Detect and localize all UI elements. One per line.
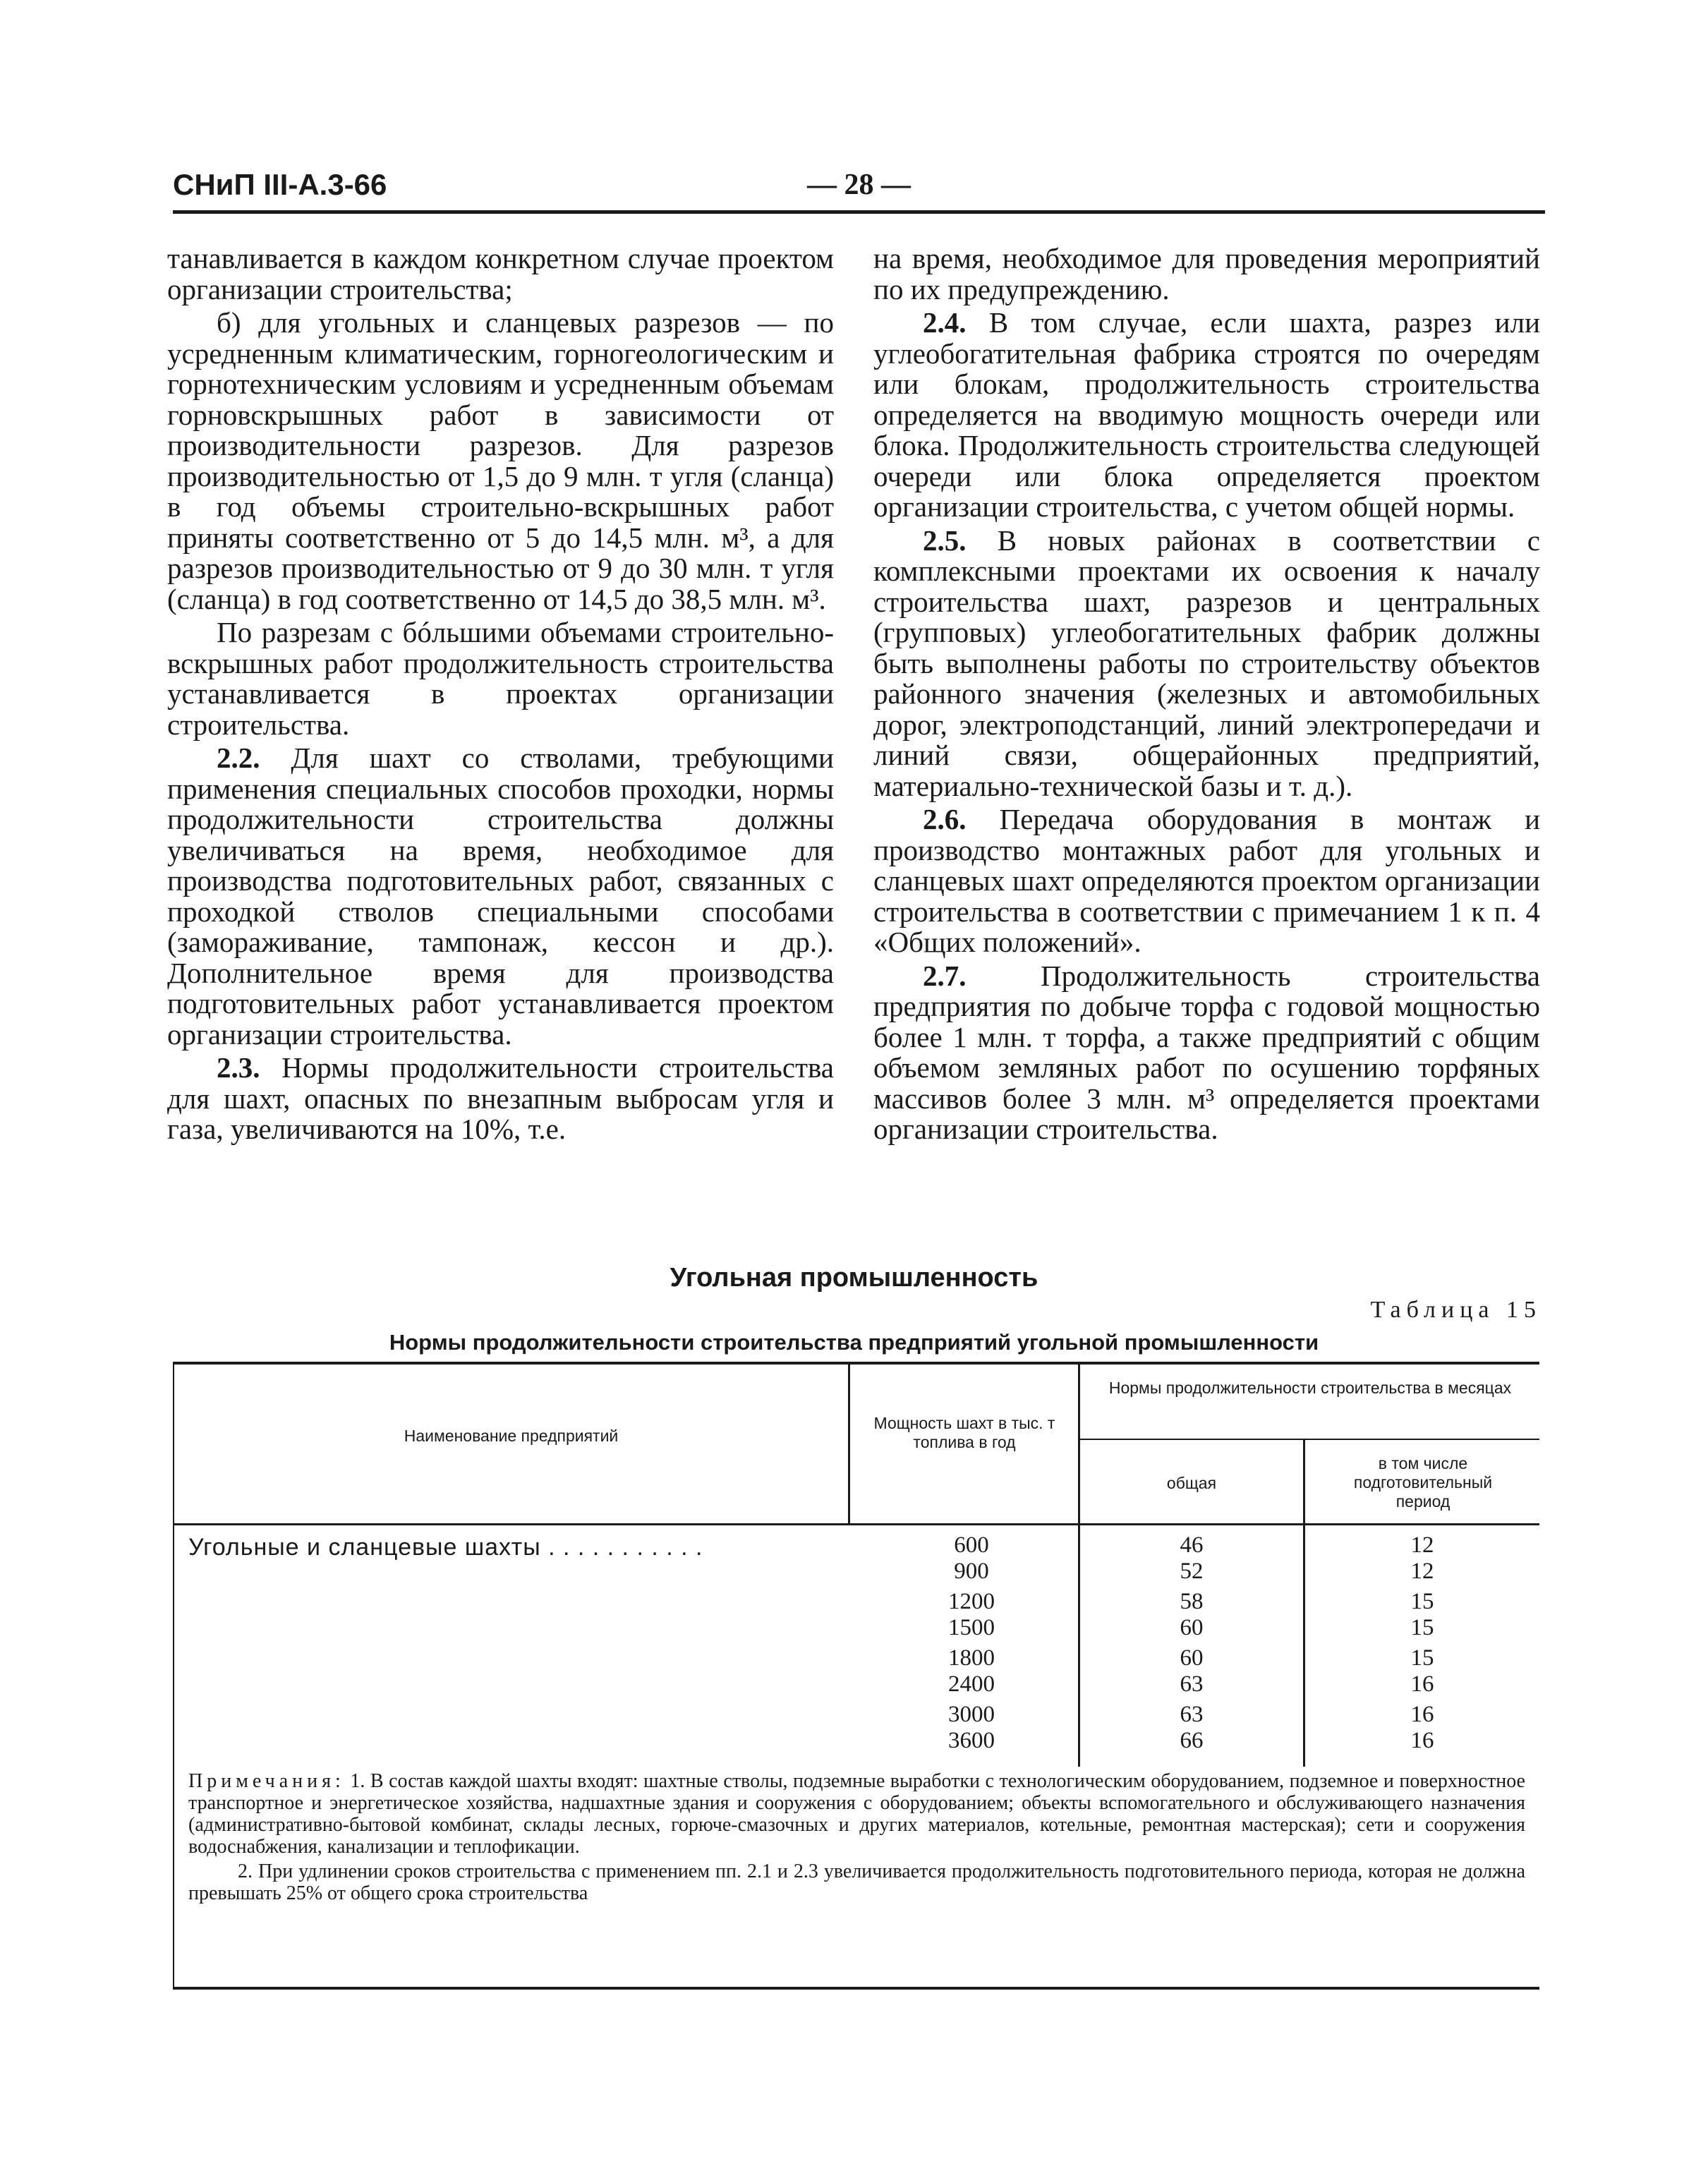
- table-cell: 15: [1410, 1645, 1434, 1671]
- table-cell: 900: [954, 1559, 989, 1584]
- row-name: Угольные и сланцевые шахты . . . . . . . . . . .: [188, 1534, 703, 1561]
- paragraph: танавливается в каждом конкретном случае проектом организации строительства;: [167, 242, 834, 305]
- table-cell: 12: [1410, 1532, 1434, 1558]
- paragraph: б) для угольных и сланцевых разрезов — по усредненным климатическим, горногеологическим и горнотехническим условиям и усредненным объемам горновскрышных работ в зависимости от производительности разрезов. Для разрезов производительностью от 1,5 до 9 млн. т угля (сланца) в год объемы строительно-вскрышных работ приняты соответственно от 5 до 14,5 млн. м³, а для разрезов производительностью от 9 до 30 млн. т угля (сланца) в год соответственно от 14,5 до 38,5 млн. м³.: [167, 306, 834, 615]
- paragraph: 2.4. В том случае, если шахта, разрез или углеобогатительная фабрика строятся по очередям или блокам, продолжительность строительства определяется на вводимую мощность очереди или блока. Продолжительность строительства следующей очереди или блока определяется проектом организации строительства, с учетом общей нормы.: [873, 306, 1541, 523]
- table-cell: 52: [1180, 1559, 1204, 1584]
- table-cell: 58: [1180, 1589, 1204, 1614]
- left-column: [167, 243, 834, 1148]
- norms-table: [173, 1362, 1539, 1990]
- table-cell: 46: [1180, 1532, 1204, 1558]
- paragraph: 2.7. Продолжительность строительства предприятия по добыче торфа с годовой мощностью более 1 млн. т торфа, а также предприятий с общим объемом земляных работ по осушению торфяных массивов более 3 млн. м³ определяется проектами организации строительства.: [873, 959, 1540, 1145]
- notes-label: Примечания:: [188, 1770, 345, 1792]
- table-cell: 60: [1180, 1645, 1204, 1671]
- paragraph: 2.6. Передача оборудования в монтаж и производство монтажных работ для угольных и сланцевых шахт определяются проектом организации строительства в соответствии с примечанием 1 к п. 4 «Общих положений».: [873, 803, 1541, 958]
- header-name: Наименование предприятий: [404, 1427, 619, 1445]
- clause-number: 2.4.: [923, 306, 967, 339]
- table-caption: Нормы продолжительности строительства предприятий угольной промышленности: [389, 1330, 1319, 1355]
- table-cell: 12: [1410, 1559, 1434, 1584]
- table-cell: 600: [954, 1532, 989, 1558]
- table-number: Таблица 15: [1370, 1297, 1542, 1323]
- table-cell: 66: [1180, 1728, 1204, 1753]
- total-column: [1080, 1532, 1303, 1754]
- capacity-column: [880, 1532, 1063, 1754]
- clause-number: 2.3.: [217, 1051, 260, 1084]
- prep-column: [1305, 1532, 1539, 1754]
- paragraph: 2.3. Нормы продолжительности строительства для шахт, опасных по внезапным выбросам угля и газа, увеличиваются на 10%, т.е.: [167, 1051, 835, 1145]
- table-cell: 63: [1180, 1702, 1204, 1727]
- document-code: СНиП III-А.3-66: [173, 168, 387, 201]
- table-cell: 1500: [948, 1615, 995, 1640]
- note-2: 2. При удлинении сроков строительства с применением пп. 2.1 и 2.3 увеличивается продолжительность подготовительного периода, которая не должна превышать 25% от общего срока строительства: [188, 1861, 1525, 1904]
- header-prep: в том числе подготовительный период: [1353, 1454, 1493, 1511]
- header-total: общая: [1166, 1474, 1217, 1492]
- page-header: [173, 168, 1545, 214]
- clause-number: 2.2.: [217, 742, 260, 774]
- table-cell: 1200: [948, 1589, 995, 1614]
- right-column: [873, 243, 1540, 1148]
- clause-number: 2.6.: [923, 803, 967, 835]
- table-cell: 15: [1410, 1589, 1434, 1614]
- header-rule: [174, 1523, 1539, 1525]
- header-rule: [1078, 1439, 1539, 1440]
- paragraph: 2.5. В новых районах в соответствии с комплексными проектами их освоения к началу строительства шахт, разрезов и центральных (групповых) углеобогатительных фабрик должны быть выполнены работы по строительству объектов районного значения (железных и автомобильных дорог, электроподстанций, линий электропередачи и линий связи, общерайонных предприятий, материально-технической базы и т. д.).: [873, 524, 1540, 802]
- paragraph: 2.2. Для шахт со стволами, требующими применения специальных способов проходки, нормы продолжительности строительства должны увеличиваться на время, необходимое для производства подготовительных работ, связанных с проходкой стволов специальными способами (замораживание, тампонаж, кессон и др.). Дополнительное время для производства подготовительных работ устанавливается проектом организации строительства.: [167, 742, 834, 1051]
- clause-number: 2.7.: [923, 959, 967, 992]
- table-cell: 1800: [948, 1645, 995, 1671]
- header-norms: Нормы продолжительности строительства в месяцах: [1108, 1379, 1512, 1397]
- table-cell: 16: [1410, 1702, 1434, 1727]
- table-cell: 63: [1180, 1671, 1204, 1697]
- clause-number: 2.5.: [923, 524, 967, 557]
- column-rule: [848, 1365, 850, 1523]
- table-cell: 16: [1410, 1671, 1434, 1697]
- page-number: — 28 —: [807, 169, 911, 201]
- table-cell: 16: [1410, 1728, 1434, 1753]
- note-1: Примечания: 1. В состав каждой шахты входят: шахтные стволы, подземные выработки с технологическим оборудованием, подземное и поверхностное транспортное и энергетическое хозяйства, надшахтные здания и сооружения с оборудованием; объекты вспомогательного и обслуживающего назначения (административно-бытовой комбинат, склады лесных, горюче-смазочных и других материалов, котельные, ремонтная мастерская); сети и сооружения водоснабжения, канализации и теплофикации.: [188, 1770, 1525, 1858]
- table-cell: 2400: [948, 1671, 995, 1697]
- header-capacity: Мощность шахт в тыс. т топлива в год: [873, 1414, 1055, 1451]
- table-cell: 60: [1180, 1615, 1204, 1640]
- table-notes: [188, 1770, 1525, 1904]
- table-cell: 3600: [948, 1728, 995, 1753]
- table-cell: 15: [1410, 1615, 1434, 1640]
- paragraph: По разрезам с бóльшими объемами строительно-вскрышных работ продолжительность строительства устанавливается в проектах организации строительства.: [167, 616, 834, 741]
- section-title: Угольная промышленность: [670, 1263, 1038, 1293]
- paragraph: на время, необходимое для проведения мероприятий по их предупреждению.: [873, 242, 1540, 305]
- table-cell: 3000: [948, 1702, 995, 1727]
